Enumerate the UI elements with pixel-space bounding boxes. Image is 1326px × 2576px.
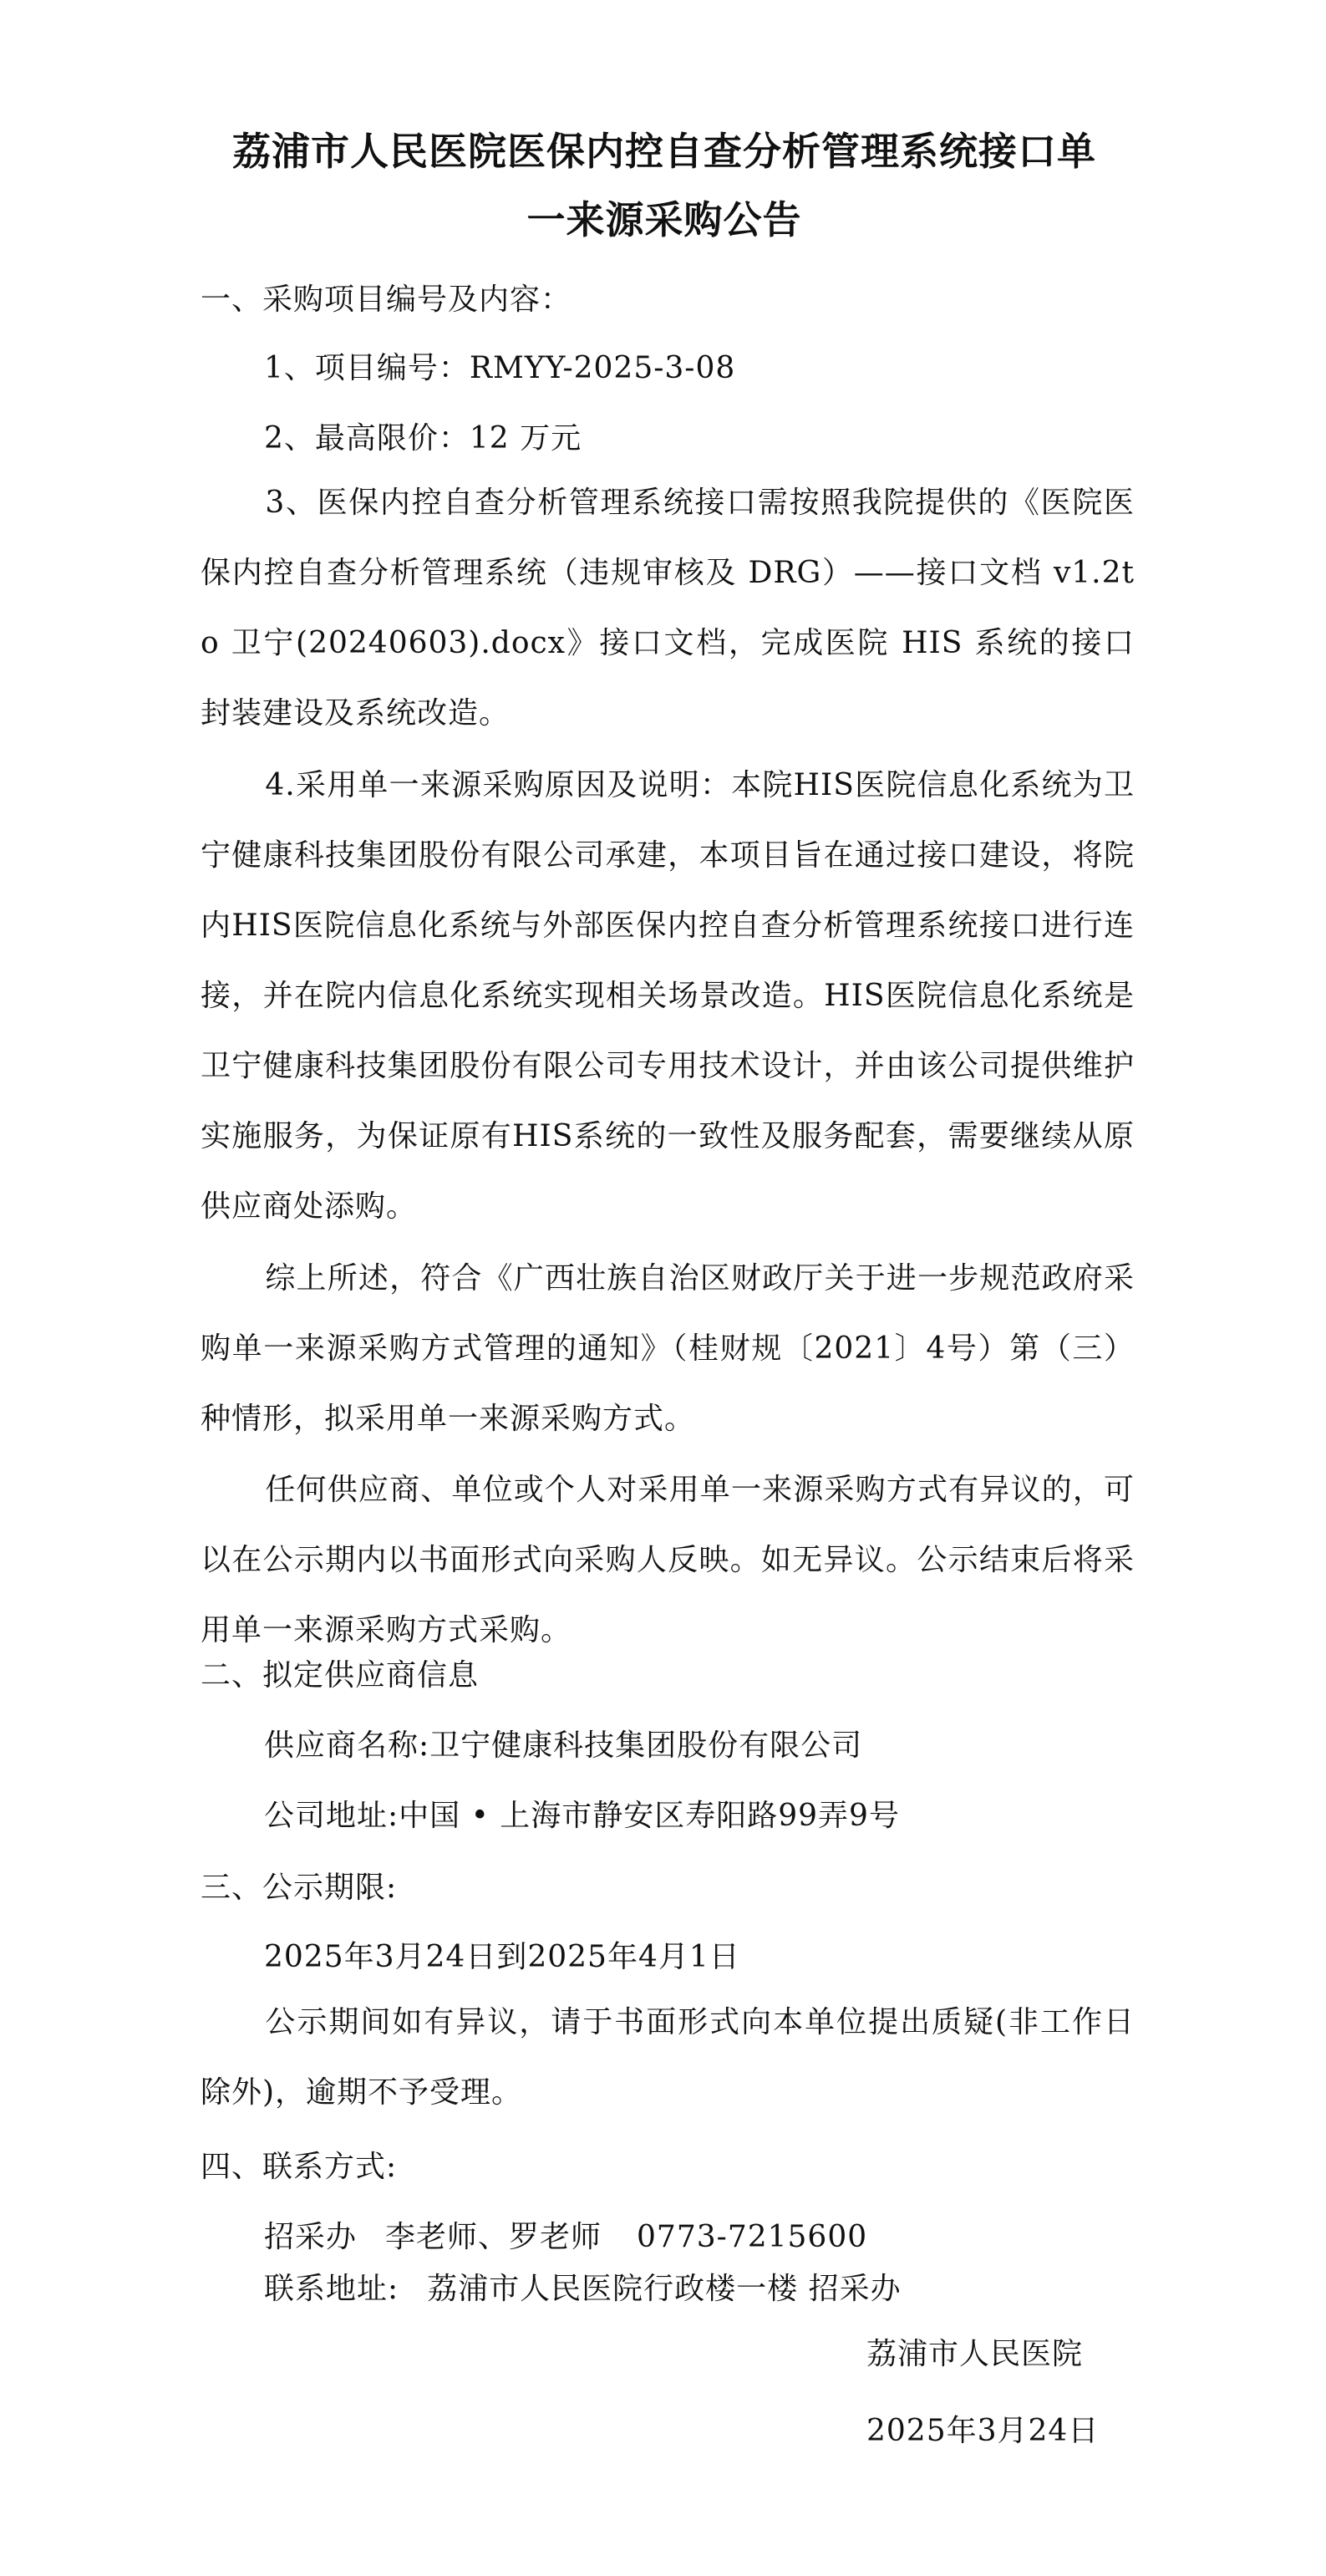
single-source-reason-paragraph: 4.采用单一来源采购原因及说明：本院HIS医院信息化系统为卫宁健康科技集团股份有限公司承建，本项目旨在通过接口建设，将院内HIS医院信息化系统与外部医保内控自查分析管理系统接口进行连接，并在院内信息化系统实现相关场景改造。HIS医院信息化系统是卫宁健康科技集团股份有限公司专用技术设计，并由该公司提供维护实施服务，为保证原有HIS系统的一致性及服务配套，需要继续从原供应商处添购。 [201, 768, 1135, 1224]
title-line-2: 一来源采购公告 [526, 197, 802, 242]
signature-organization: 荔浦市人民医院 [866, 2337, 1084, 2371]
section-3-heading: 三、公示期限: [201, 1871, 398, 1905]
project-content-paragraph: 3、医保内控自查分析管理系统接口需按照我院提供的《医院医保内控自查分析管理系统（违规审核及 DRG）——接口文档 v1.2to 卫宁(20240603).docx》接口文档，完成医院 HIS 系统的接口封装建设及系统改造。 [201, 486, 1135, 731]
contact-address-line [264, 2265, 902, 2308]
signature-date: 2025年3月24日 [866, 2414, 1100, 2448]
publicity-period: 2025年3月24日到2025年4月1日 [264, 1940, 740, 1974]
supplier-address: 公司地址:中国 • 上海市静安区寿阳路99弄9号 [264, 1799, 900, 1833]
title-line-1: 荔浦市人民医院医保内控自查分析管理系统接口单 [232, 129, 1096, 174]
project-number: 1、项目编号：RMYY-2025-3-08 [264, 351, 736, 385]
contact-office: 招采办 [264, 2220, 358, 2254]
contact-phone: 0773-7215600 [637, 2220, 868, 2254]
max-price: 2、最高限价：12 万元 [264, 421, 582, 456]
contact-address: 荔浦市人民医院行政楼一楼 招采办 [427, 2272, 902, 2306]
section-4-heading: 四、联系方式: [201, 2150, 398, 2184]
contact-line [264, 2213, 867, 2256]
supplier-name: 供应商名称:卫宁健康科技集团股份有限公司 [264, 1728, 863, 1763]
objection-note-paragraph: 公示期间如有异议，请于书面形式向本单位提出质疑(非工作日除外)，逾期不予受理。 [201, 2005, 1135, 2110]
contact-address-label: 联系地址: [264, 2272, 399, 2306]
section-2-heading: 二、拟定供应商信息 [201, 1658, 480, 1693]
section-1-heading: 一、采购项目编号及内容： [201, 283, 572, 317]
contact-persons: 李老师、罗老师 [385, 2220, 602, 2254]
summary-paragraph: 综上所述，符合《广西壮族自治区财政厅关于进一步规范政府采购单一来源采购方式管理的通知》（桂财规〔2021〕4号）第（三）种情形，拟采用单一来源采购方式。 [201, 1261, 1135, 1436]
objection-paragraph: 任何供应商、单位或个人对采用单一来源采购方式有异议的，可以在公示期内以书面形式向采购人反映。如无异议。公示结束后将采用单一来源采购方式采购。 [201, 1473, 1135, 1647]
